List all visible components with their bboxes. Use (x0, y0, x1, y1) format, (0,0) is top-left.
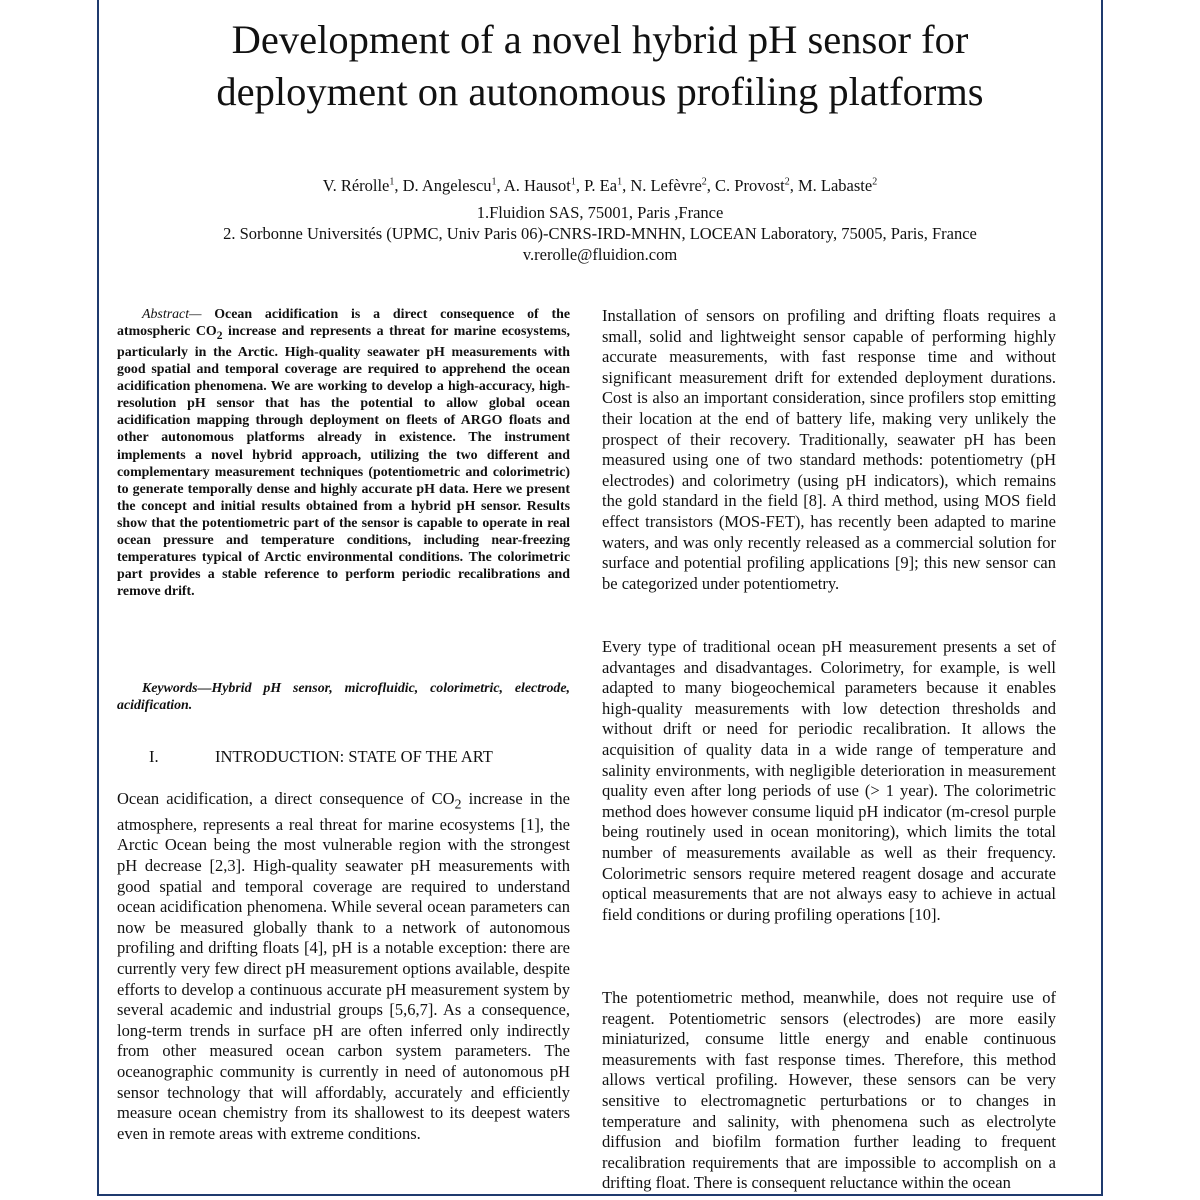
abstract-lead: Abstract— (142, 307, 202, 322)
body-paragraph-1: Installation of sensors on profiling and drifting floats requires a small, solid and lightweight sensor capable of performing highly accurate measurements, with fast response time and without significant measurement drift for extended deployment durations. Cost is also an important consideration, since profilers stop emitting their location at the end of battery life, making very unlikely the prospect of their recovery. Traditionally, seawater pH has been measured using one of two standard methods: potentiometry (pH electrodes) and colorimetry (using pH indicators), which remains the gold standard in the field [8]. A third method, using MOS field effect transistors (MOS-FET), has recently been adapted to marine waters, and was only recently released as a commercial solution for surface and potential profiling applications [9]; this new sensor can be categorized under potentiometry. (602, 306, 1056, 593)
author: D. Angelescu$^1$, (402, 176, 504, 195)
author: M. Labaste$^2$ (797, 176, 878, 195)
abstract: Abstract— Ocean acidification is a direct consequence of the atmospheric $CO_2$ increase and represents a threat for marine ecosystems, particularly in the Arctic. High-quality seawater pH measurements with good spatial and temporal coverage are required to apprehend the ocean acidification phenomena. We are working to develop a high-accuracy, high-resolution pH sensor that has the potential to allow global ocean acidification mapping through deployment on fleets of ARGO floats and other autonomous platforms already in existence. The instrument implements a novel hybrid approach, utilizing the two different and complementary measurement techniques (potentiometric and colorimetric) to generate temporally dense and highly accurate pH data. Here we present the concept and initial results obtained from a hybrid pH sensor. Results show that the potentiometric part of the sensor is capable to operate in real ocean pressure and temperature conditions, including near-freezing temperatures typical of Arctic environmental conditions. The colorimetric part provides a stable reference to perform periodic recalibrations and remove drift. (117, 307, 570, 600)
subscript: 2 (454, 796, 462, 812)
title-line-1: Development of a novel hybrid pH sensor for (231, 17, 969, 62)
section-title: INTRODUCTION: STATE OF THE ART (215, 747, 493, 766)
keywords: Keywords—Hybrid pH sensor, microfluidic, colorimetric, electrode, acidification. (117, 681, 570, 714)
author-email: v.rerolle@fluidion.com (522, 245, 678, 264)
body-paragraph-3: The potentiometric method, meanwhile, does not require use of reagent. Potentiometric sensors (electrodes) are more easily miniaturized, consume little energy and enable continuous measurements with fast response times. Therefore, this method allows vertical profiling. However, these sensors can be very sensitive to electromagnetic perturbations or to changes in temperature and salinity, with phenomena such as electrolyte diffusion and biofilm formation further leading to frequent recalibration requirements that are impossible to accomplish on a drifting float. There is consequent reluctance within the ocean (602, 988, 1056, 1193)
author: A. Hausot$^1$, (503, 176, 585, 195)
author: C. Provost$^2$, (715, 176, 798, 195)
affiliation-1: 1.Fluidion SAS, 75001, Paris ,France (476, 203, 724, 222)
section-number: I. (149, 747, 159, 766)
affiliation-2: 2. Sorbonne Universités (UPMC, Univ Paris 06)-CNRS-IRD-MNHN, LOCEAN Laboratory, 75005, Paris, France (223, 224, 977, 243)
author: V. Rérolle$^1$, (322, 176, 403, 195)
author-list (100, 176, 1100, 196)
author: P. Ea$^1$, (584, 176, 631, 195)
title-line-2: deployment on autonomous profiling platforms (216, 69, 984, 114)
intro-paragraph: Ocean acidification, a direct consequence of $CO_2$ increase in the atmosphere, represents a real threat for marine ecosystems [1], the Arctic Ocean being the most vulnerable region with the strongest pH decrease [2,3]. High-quality seawater pH measurements with good spatial and temporal coverage are required to understand ocean acidification phenomena. While several ocean parameters can now be measured globally thank to a network of autonomous profiling and drifting floats [4], pH is a notable exception: there are currently very few direct pH measurement options available, despite efforts to develop a continuous accurate pH measurement system by several academic and industrial groups [5,6,7]. As a consequence, long-term trends in surface pH are often inferred only indirectly from other measured ocean carbon system parameters. The oceanographic community is currently in need of autonomous pH sensor technology that will affordably, accurately and efficiently measure ocean chemistry from its shallowest to its deepest waters even in remote areas with extreme conditions. (117, 789, 570, 1143)
body-paragraph-2: Every type of traditional ocean pH measurement presents a set of advantages and disadvantages. Colorimetry, for example, is well adapted to many biogeochemical parameters because it enables high-quality measurements with low detection thresholds and without drift or need for periodic recalibration. It allows the acquisition of quality data in a wide range of temperature and salinity environments, with negligible deterioration in measurement quality even after long periods of use (> 1 year). The colorimetric method does however consume liquid pH indicator (m-cresol purple being routinely used in ocean monitoring), which limits the total number of measurements available as well as their frequency. Colorimetric sensors require metered reagent dosage and accurate optical measurements that are not always easy to achieve in actual field conditions or during profiling operations [10]. (602, 637, 1056, 924)
paper-title (100, 14, 1100, 118)
author: N. Lefèvre$^2$, (630, 176, 716, 195)
subscript: 2 (216, 328, 223, 342)
